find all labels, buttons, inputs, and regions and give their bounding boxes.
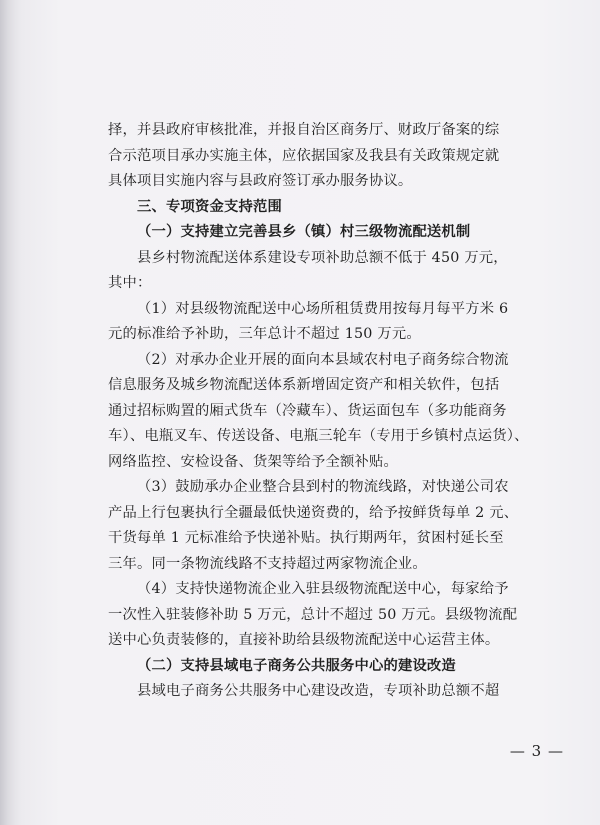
paragraph-line: 通过招标购置的厢式货车（冷藏车）、货运面包车（多功能商务 <box>108 402 507 419</box>
paragraph-line: 信息服务及城乡物流配送体系新增固定资产和相关软件，包括 <box>108 377 500 393</box>
paragraph-line: 具体项目实施内容与县政府签订承办服务协议。 <box>108 173 413 189</box>
paragraph-line: （1）对县级物流配送中心场所租赁费用按每月每平方米 6 <box>137 300 509 317</box>
section-heading: （一）支持建立完善县乡（镇）村三级物流配送机制 <box>137 224 471 240</box>
paragraph-line: 三年。同一条物流线路不支持超过两家物流企业。 <box>108 555 427 572</box>
paragraph-line: （4）支持快递物流企业入驻县级物流配送中心，每家给予 <box>137 581 509 597</box>
page-binding-edge <box>0 0 16 825</box>
paragraph-line: 干货每单 1 元标准给予快递补贴。执行期两年，贫困村延长至 <box>108 530 504 546</box>
section-heading: 三、专项资金支持范围 <box>137 198 282 215</box>
paragraph-line: 合示范项目承办实施主体，应依据国家及我县有关政策规定就 <box>108 147 500 164</box>
paragraph-line: （2）对承办企业开展的面向本县域农村电子商务综合物流 <box>137 351 509 368</box>
paragraph-line: 县域电子商务公共服务中心建设改造，专项补助总额不超 <box>137 683 500 699</box>
page-number: — 3 — <box>509 742 564 760</box>
paragraph-line: 送中心负责装修的，直接补助给县级物流配送中心运营主体。 <box>108 632 500 648</box>
paragraph-line: 择，并县政府审核批准，并报自治区商务厅、财政厅备案的综 <box>108 122 500 138</box>
paragraph-line: 产品上行包裹执行全疆最低快递资费的，给予按鲜货每单 2 元、 <box>108 504 519 521</box>
paragraph-line: 一次性入驻装修补助 5 万元，总计不超过 50 万元。县级物流配 <box>108 606 518 623</box>
section-heading: （二）支持县域电子商务公共服务中心的建设改造 <box>137 657 456 674</box>
paragraph-line: 元的标准给予补助，三年总计不超过 150 万元。 <box>108 326 421 342</box>
paragraph-line: （3）鼓励承办企业整合县到村的物流线路，对快递公司农 <box>137 479 509 495</box>
paragraph-line: 车）、电瓶叉车、传送设备、电瓶三轮车（专用于乡镇村点运货）、 <box>108 428 529 444</box>
paragraph-line: 网络监控、安检设备、货架等给予全额补贴。 <box>108 453 398 470</box>
paragraph-line: 县乡村物流配送体系建设专项补助总额不低于 450 万元， <box>137 249 508 266</box>
document-body <box>108 118 568 705</box>
paragraph-line: 其中： <box>108 275 152 291</box>
